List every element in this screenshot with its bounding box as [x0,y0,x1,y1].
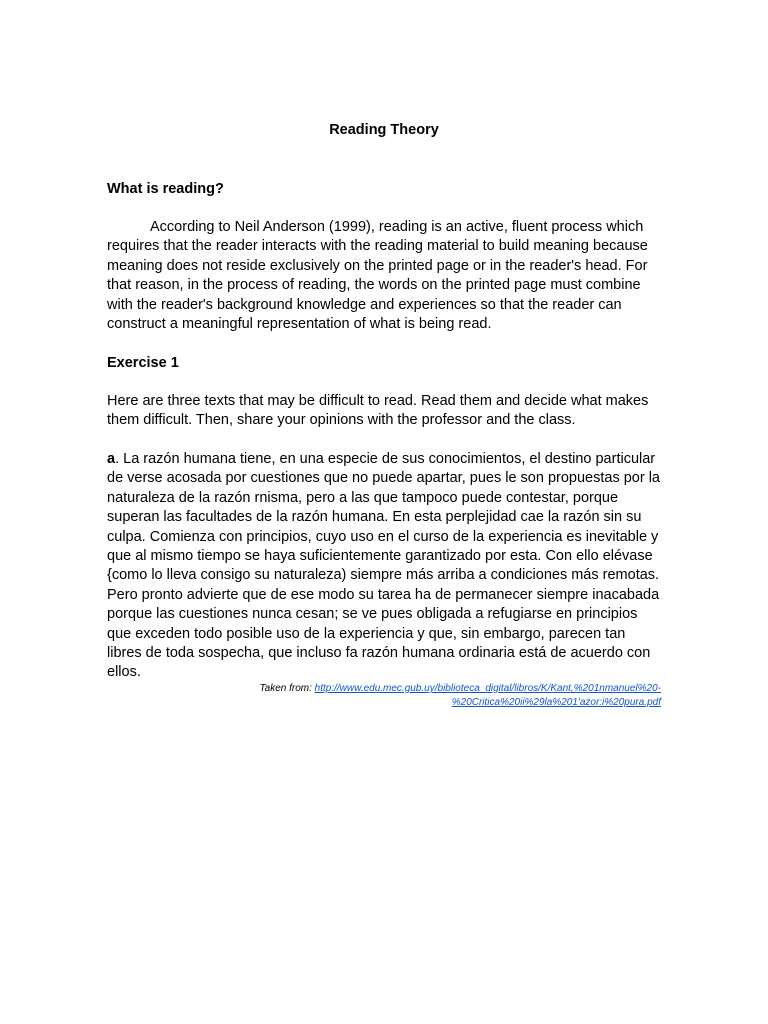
section-heading-what-is-reading: What is reading? [107,181,224,197]
section-heading-exercise-1: Exercise 1 [107,355,179,371]
reading-definition-paragraph: According to Neil Anderson (1999), reading is an active, fluent process which requires that the reader interacts with the reading material to build meaning because meaning does not reside exclusively on the printed page or in the reader's head. For that reason, in the process of reading, the words on the printed page must combine with the reader's background knowledge and experiences so that the reader can construct a meaningful representation of what is being read. [107,219,648,333]
item-label-a: a [107,451,116,467]
item-a-body: . La razón humana tiene, en una especie de sus conocimientos, el destino particular de verse acosada por cuestiones que no puede apartar, pues le son propuestas por la naturaleza de la razón rnisma, pero a las que tampoco puede contestar, porque superan las facultades de la razón humana. En esta perplejidad cae la razón sin su culpa. Comienza con principios, cuyo uso en el curso de la experiencia es inevitable y que al mismo tiempo se haya suficientemente garantizado por esta. Con ello elévase {como lo lleva consigo su naturaleza) siempre más arriba a condiciones más remotas. Pero pronto advierte que de ese modo su tarea ha de permanecer siempre inacabada porque las cuestiones nunca cesan; se ve pues obligada a refugiarse en principios que exceden todo posible uso de la experiencia y que, sin embargo, parecen tan libres de toda sospecha, que incluso fa razón humana ordinaria está de acuerdo con ellos. [107,451,660,681]
source-citation [107,682,661,710]
source-link[interactable]: http://www.edu.mec.gub.uy/biblioteca_digital/libros/K/Kant,%201nmanuel%20-%20Critica%20ii%29la%201'azor:i%20pura.pdf [314,683,661,708]
source-prefix: Taken from: [259,683,315,694]
exercise-text-a [107,450,663,683]
page-title: Reading Theory [329,122,439,138]
exercise-instructions: Here are three texts that may be difficult to read. Read them and decide what makes them difficult. Then, share your opinions with the professor and the class. [107,393,649,429]
